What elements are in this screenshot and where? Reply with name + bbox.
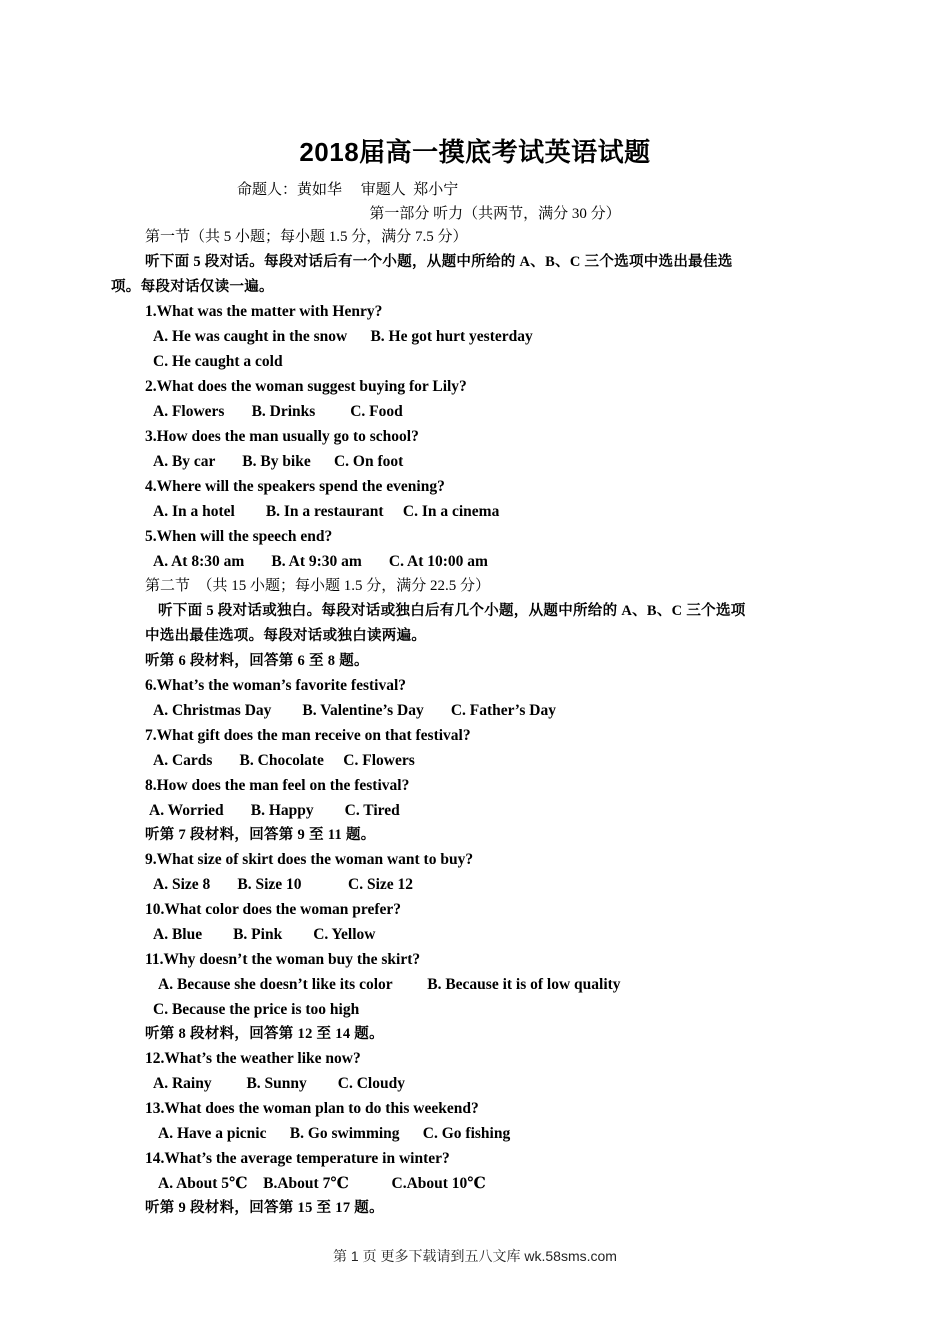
question-6-options: A. Christmas Day B. Valentine’s Day C. Father’s Day [153, 702, 556, 719]
question-8: 8.How does the man feel on the festival? [145, 777, 410, 794]
question-8-options: A. Worried B. Happy C. Tired [149, 802, 400, 819]
question-11-options-line1: A. Because she doesn’t like its color B. Because it is of low quality [158, 976, 621, 993]
question-9: 9.What size of skirt does the woman want to buy? [145, 851, 474, 868]
part-heading: 第一部分 听力（共两节，满分 30 分） [369, 206, 621, 222]
section2-instructions-line1: 听下面 5 段对话或独白。每段对话或独白后有几个小题，从题中所给的 A、B、C 三个选项 [158, 603, 746, 619]
question-12-options: A. Rainy B. Sunny C. Cloudy [153, 1075, 405, 1092]
section1-instructions-line2: 项。每段对话仅读一遍。 [111, 279, 274, 295]
question-5: 5.When will the speech end? [145, 528, 333, 545]
section1-heading: 第一节（共 5 小题；每小题 1.5 分，满分 7.5 分） [145, 229, 468, 245]
question-1-options-line2: C. He caught a cold [153, 353, 283, 370]
material-8-note: 听第 8 段材料，回答第 12 至 14 题。 [145, 1026, 384, 1042]
question-1-options-line1: A. He was caught in the snow B. He got hurt yesterday [153, 328, 533, 345]
question-13: 13.What does the woman plan to do this weekend? [145, 1100, 479, 1117]
question-7-options: A. Cards B. Chocolate C. Flowers [153, 752, 415, 769]
question-5-options: A. At 8:30 am B. At 9:30 am C. At 10:00 am [153, 553, 488, 570]
section2-instructions-line2: 中选出最佳选项。每段对话或独白读两遍。 [145, 628, 427, 644]
question-11-options-line2: C. Because the price is too high [153, 1001, 360, 1018]
material-9-note: 听第 9 段材料，回答第 15 至 17 题。 [145, 1200, 384, 1216]
question-7: 7.What gift does the man receive on that festival? [145, 727, 471, 744]
page-title: 2018届高一摸底考试英语试题 [299, 137, 651, 167]
question-13-options: A. Have a picnic B. Go swimming C. Go fishing [158, 1125, 511, 1142]
page-footer: 第 1 页 更多下载请到五八文库 wk.58sms.com [333, 1248, 617, 1264]
section2-heading: 第二节 （共 15 小题；每小题 1.5 分，满分 22.5 分） [145, 578, 491, 594]
authors-line: 命题人：黄如华 审题人 郑小宁 [237, 182, 459, 198]
question-9-options: A. Size 8 B. Size 10 C. Size 12 [153, 876, 414, 893]
question-4: 4.Where will the speakers spend the evening? [145, 478, 445, 495]
question-11: 11.Why doesn’t the woman buy the skirt? [145, 951, 421, 968]
question-14: 14.What’s the average temperature in winter? [145, 1150, 450, 1167]
question-6: 6.What’s the woman’s favorite festival? [145, 677, 407, 694]
question-2-options: A. Flowers B. Drinks C. Food [153, 403, 403, 420]
question-1: 1.What was the matter with Henry? [145, 303, 383, 320]
question-12: 12.What’s the weather like now? [145, 1050, 361, 1067]
question-3-options: A. By car B. By bike C. On foot [153, 453, 404, 470]
material-7-note: 听第 7 段材料，回答第 9 至 11 题。 [145, 827, 376, 843]
question-3: 3.How does the man usually go to school? [145, 428, 419, 445]
section1-instructions-line1: 听下面 5 段对话。每段对话后有一个小题，从题中所给的 A、B、C 三个选项中选出最佳选 [145, 254, 733, 270]
material-6-note: 听第 6 段材料，回答第 6 至 8 题。 [145, 653, 369, 669]
question-10: 10.What color does the woman prefer? [145, 901, 402, 918]
question-14-options: A. About 5℃ B.About 7℃ C.About 10℃ [158, 1175, 486, 1192]
question-2: 2.What does the woman suggest buying for Lily? [145, 378, 467, 395]
question-10-options: A. Blue B. Pink C. Yellow [153, 926, 376, 943]
question-4-options: A. In a hotel B. In a restaurant C. In a cinema [153, 503, 500, 520]
